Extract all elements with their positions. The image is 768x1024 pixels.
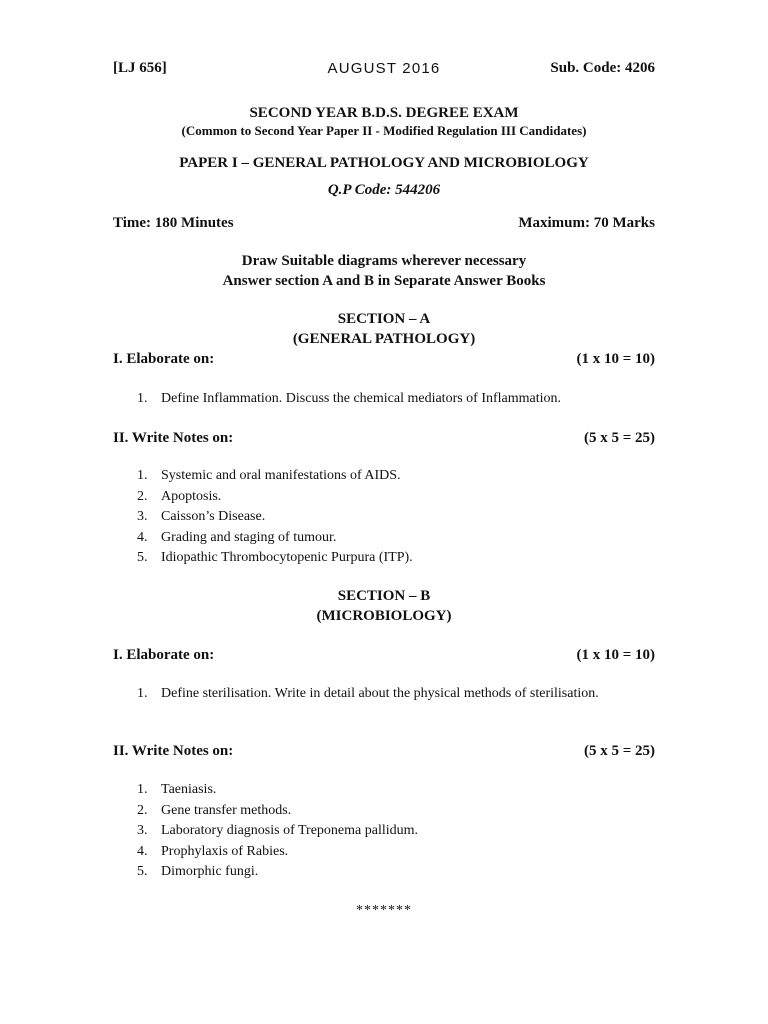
item-number: 3. [137,509,148,524]
item-text: Taeniasis. [161,782,217,797]
instruction-line-1: Draw Suitable diagrams wherever necessary [241,253,527,269]
question-marks: (5 x 5 = 25) [583,743,655,759]
item-text: Systemic and oral manifestations of AIDS. [161,468,401,483]
section-b-notes-heading [113,743,655,765]
section-b-subtitle: (MICROBIOLOGY) [316,608,452,624]
list-item [137,466,637,487]
time-allowed: Time: 180 Minutes [113,215,234,231]
item-number: 4. [137,529,148,545]
list-item [137,487,637,508]
item-text: Idiopathic Thrombocytopenic Purpura (ITP). [161,550,413,565]
list-item [137,528,637,549]
item-text: Prophylaxis of Rabies. [161,843,289,859]
list-item [137,389,637,410]
list-item [137,842,637,863]
list-item [137,780,637,801]
common-note: (Common to Second Year Paper II - Modified Regulation III Candidates) [181,123,587,138]
list-item [137,862,637,883]
section-b-notes-list [137,780,637,883]
section-a-title: SECTION – A [337,311,431,327]
item-number: 1. [137,391,148,406]
list-item [137,821,637,842]
item-number: 2. [137,488,148,504]
end-of-paper-mark: ******* [356,903,412,918]
question-heading: II. Write Notes on: [113,430,234,446]
section-a-elaborate-heading [113,351,655,373]
degree-title: SECOND YEAR B.D.S. DEGREE EXAM [249,105,519,121]
list-item [137,684,633,705]
question-marks: (5 x 5 = 25) [583,430,655,446]
list-item [137,548,637,569]
exam-session: AUGUST 2016 [327,60,441,77]
item-text: Dimorphic fungi. [161,864,259,879]
question-heading: II. Write Notes on: [113,743,234,759]
instruction-line-2: Answer section A and B in Separate Answer Books [222,273,546,289]
question-marks: (1 x 10 = 10) [576,351,655,367]
section-b-title: SECTION – B [337,588,431,604]
item-text: Define Inflammation. Discuss the chemical mediators of Inflammation. [161,391,562,406]
paper-code: [LJ 656] [113,60,167,76]
list-item [137,507,637,528]
subject-code: Sub. Code: 4206 [550,60,655,76]
item-text: Grading and staging of tumour. [161,529,337,545]
section-b-elaborate-heading [113,647,655,669]
section-a-subtitle: (GENERAL PATHOLOGY) [292,331,476,347]
list-item [137,801,637,822]
question-heading: I. Elaborate on: [113,351,215,367]
question-marks: (1 x 10 = 10) [576,647,655,663]
time-marks-row [113,215,655,237]
item-number: 5. [137,864,148,879]
section-a-elaborate-list [137,389,637,410]
item-number: 2. [137,802,148,818]
item-text: Caisson’s Disease. [161,509,266,524]
item-text: Define sterilisation. Write in detail about the physical methods of sterilisation. [161,686,599,701]
qp-code: Q.P Code: 544206 [327,182,441,198]
section-a-notes-heading [113,430,655,452]
item-number: 1. [137,686,148,701]
item-number: 1. [137,468,148,483]
question-heading: I. Elaborate on: [113,647,215,663]
item-text: Laboratory diagnosis of Treponema pallidum. [161,823,419,838]
paper-title: PAPER I – GENERAL PATHOLOGY AND MICROBIOLOGY [179,155,589,171]
item-number: 4. [137,843,148,859]
section-a-notes-list [137,466,637,569]
item-text: Gene transfer methods. [161,802,292,818]
section-b-elaborate-list [137,684,633,705]
item-number: 5. [137,550,148,565]
paper-header [113,60,655,84]
item-number: 3. [137,823,148,838]
item-text: Apoptosis. [161,488,222,504]
item-number: 1. [137,782,148,797]
maximum-marks: Maximum: 70 Marks [518,215,655,231]
